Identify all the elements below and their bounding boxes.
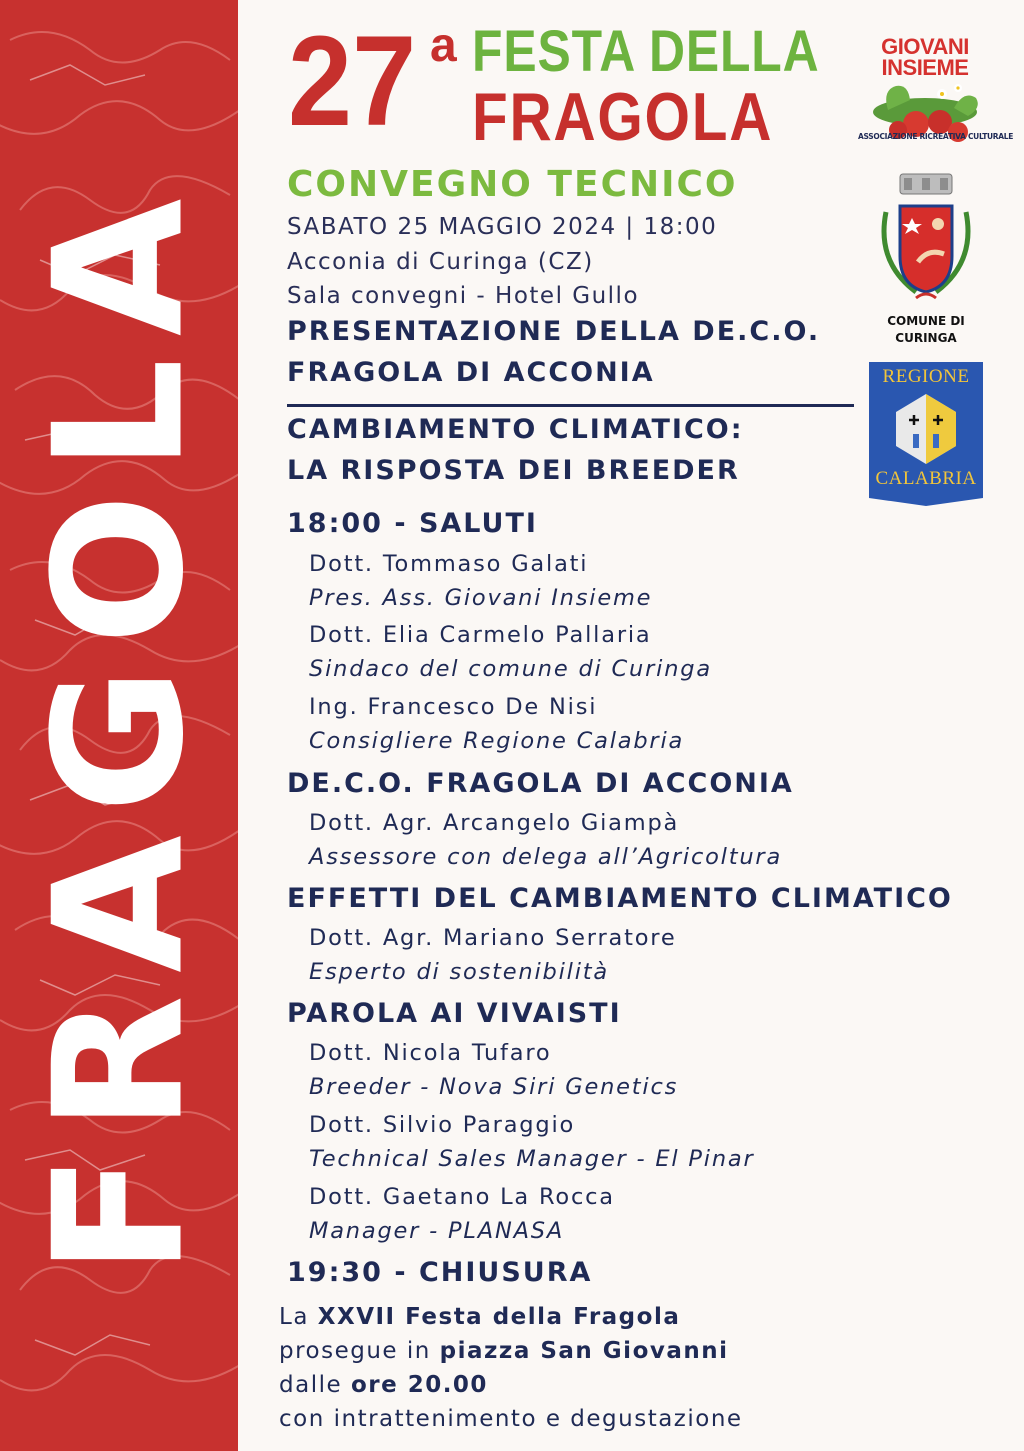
footer-line-3: dalle ore 20.00	[279, 1372, 488, 1398]
speaker-role: Assessore con delega all’Agricoltura	[309, 844, 783, 870]
speaker-role: Consigliere Regione Calabria	[309, 728, 685, 754]
speaker-name: Dott. Gaetano La Rocca	[309, 1184, 615, 1210]
event-date-time: SABATO 25 MAGGIO 2024 | 18:00	[287, 214, 718, 240]
event-place: Acconia di Curinga (CZ)	[287, 249, 594, 275]
speaker-name: Dott. Agr. Arcangelo Giampà	[309, 810, 680, 836]
comune-label-2: CURINGA	[895, 331, 957, 345]
vertical-fragola-word: FRAGOLA	[15, 175, 223, 1276]
edition-number: 27	[288, 10, 417, 153]
title-line-2: FRAGOLA	[472, 79, 774, 155]
speaker-name: Dott. Agr. Mariano Serratore	[309, 925, 677, 951]
speaker-role: Sindaco del comune di Curinga	[309, 656, 712, 682]
event-venue: Sala convegni - Hotel Gullo	[287, 283, 640, 309]
section-heading-deco: DE.C.O. FRAGOLA DI ACCONIA	[287, 768, 794, 799]
edition-ordinal: a	[430, 19, 457, 72]
section-heading-effetti: EFFETTI DEL CAMBIAMENTO CLIMATICO	[287, 883, 953, 914]
footer-line-1: La XXVII Festa della Fragola	[279, 1304, 681, 1330]
regione-label-1: REGIONE	[882, 366, 970, 387]
speaker-name: Dott. Nicola Tufaro	[309, 1040, 552, 1066]
regione-label-2: CALABRIA	[875, 468, 977, 489]
giovani-insieme-logo: GIOVANI INSIEME ASSOCIAZIONE RICREATIVA CULTURALE	[858, 32, 992, 160]
speaker-name: Dott. Silvio Paraggio	[309, 1112, 576, 1138]
closing-time: 19:30 - CHIUSURA	[287, 1257, 593, 1288]
speaker-role: Manager - PLANASA	[309, 1218, 565, 1244]
speaker-role: Breeder - Nova Siri Genetics	[309, 1074, 679, 1100]
crest-icon	[872, 172, 980, 312]
theme-line-2: LA RISPOSTA DEI BREEDER	[287, 455, 740, 486]
speaker-role: Esperto di sostenibilità	[309, 959, 609, 985]
theme-line-1: CAMBIAMENTO CLIMATICO:	[287, 414, 744, 445]
left-red-band	[0, 0, 238, 1451]
footer-line-2: prosegue in piazza San Giovanni	[279, 1338, 729, 1364]
section-heading-saluti: 18:00 - SALUTI	[287, 508, 538, 539]
speaker-name: Ing. Francesco De Nisi	[309, 694, 598, 720]
comune-label-1: COMUNE DI	[887, 314, 965, 328]
presentation-line-2: FRAGOLA DI ACCONIA	[287, 357, 655, 388]
speaker-name: Dott. Tommaso Galati	[309, 551, 589, 577]
speaker-role: Pres. Ass. Giovani Insieme	[309, 585, 653, 611]
subtitle: CONVEGNO TECNICO	[287, 164, 738, 205]
speaker-role: Technical Sales Manager - El Pinar	[309, 1146, 755, 1172]
title-line-1: FESTA DELLA	[472, 19, 820, 84]
presentation-line-1: PRESENTAZIONE DELLA DE.C.O.	[287, 316, 821, 347]
footer-line-4: con intrattenimento e degustazione	[279, 1406, 743, 1432]
comune-curinga-crest	[872, 172, 980, 312]
divider	[287, 404, 854, 407]
speaker-name: Dott. Elia Carmelo Pallaria	[309, 622, 652, 648]
section-heading-vivaisti: PAROLA AI VIVAISTI	[287, 998, 622, 1029]
